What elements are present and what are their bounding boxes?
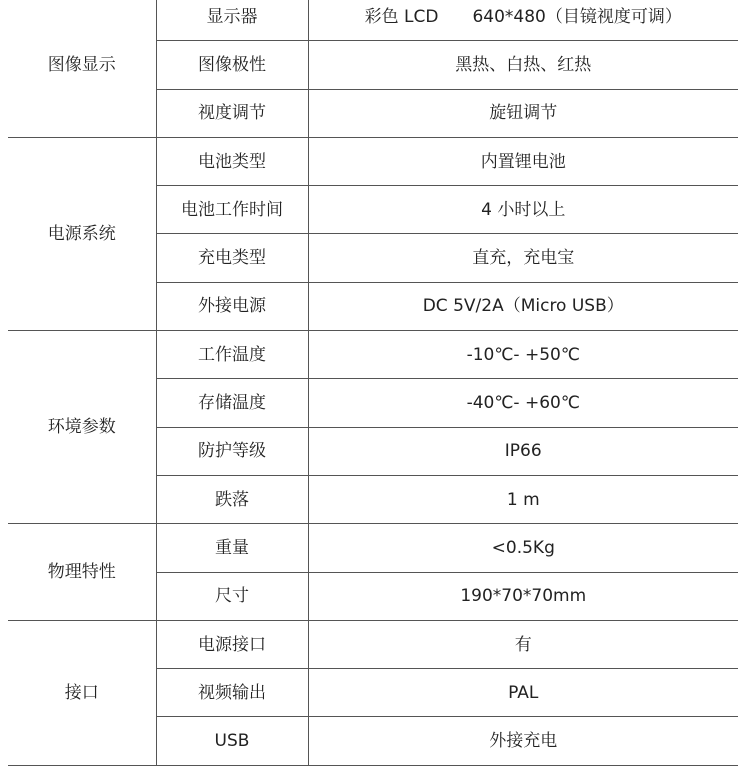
item-cell: 图像极性 [156,41,308,89]
item-cell: 视频输出 [156,669,308,717]
value-cell: DC 5V/2A（Micro USB） [308,282,738,330]
spec-table [8,0,738,766]
table-row [8,524,738,572]
item-cell: 显示器 [156,0,308,41]
value-cell: 直充，充电宝 [308,234,738,282]
item-cell: 电源接口 [156,620,308,668]
item-cell: 电池类型 [156,137,308,185]
category-cell: 图像显示 [8,0,156,137]
value-cell: -10℃- +50℃ [308,331,738,379]
table-row [8,137,738,185]
item-cell: 重量 [156,524,308,572]
item-cell: 跌落 [156,475,308,523]
value-cell: 黑热、白热、红热 [308,41,738,89]
table-row [8,331,738,379]
item-cell: 存储温度 [156,379,308,427]
category-cell: 接口 [8,620,156,765]
value-cell: 旋钮调节 [308,89,738,137]
value-cell: 1 m [308,475,738,523]
value-cell: 彩色 LCD 640*480（目镜视度可调） [308,0,738,41]
value-cell: <0.5Kg [308,524,738,572]
value-cell: 内置锂电池 [308,137,738,185]
item-cell: 外接电源 [156,282,308,330]
value-cell: IP66 [308,427,738,475]
category-cell: 电源系统 [8,137,156,330]
item-cell: 视度调节 [156,89,308,137]
value-cell: 190*70*70mm [308,572,738,620]
value-cell: PAL [308,669,738,717]
value-cell: -40℃- +60℃ [308,379,738,427]
table-row [8,620,738,668]
item-cell: 充电类型 [156,234,308,282]
item-cell: 电池工作时间 [156,186,308,234]
category-cell: 环境参数 [8,331,156,524]
value-cell: 4 小时以上 [308,186,738,234]
value-cell: 外接充电 [308,717,738,765]
spec-table-body [8,0,738,765]
item-cell: 尺寸 [156,572,308,620]
table-row [8,0,738,41]
value-cell: 有 [308,620,738,668]
category-cell: 物理特性 [8,524,156,621]
item-cell: USB [156,717,308,765]
item-cell: 工作温度 [156,331,308,379]
item-cell: 防护等级 [156,427,308,475]
